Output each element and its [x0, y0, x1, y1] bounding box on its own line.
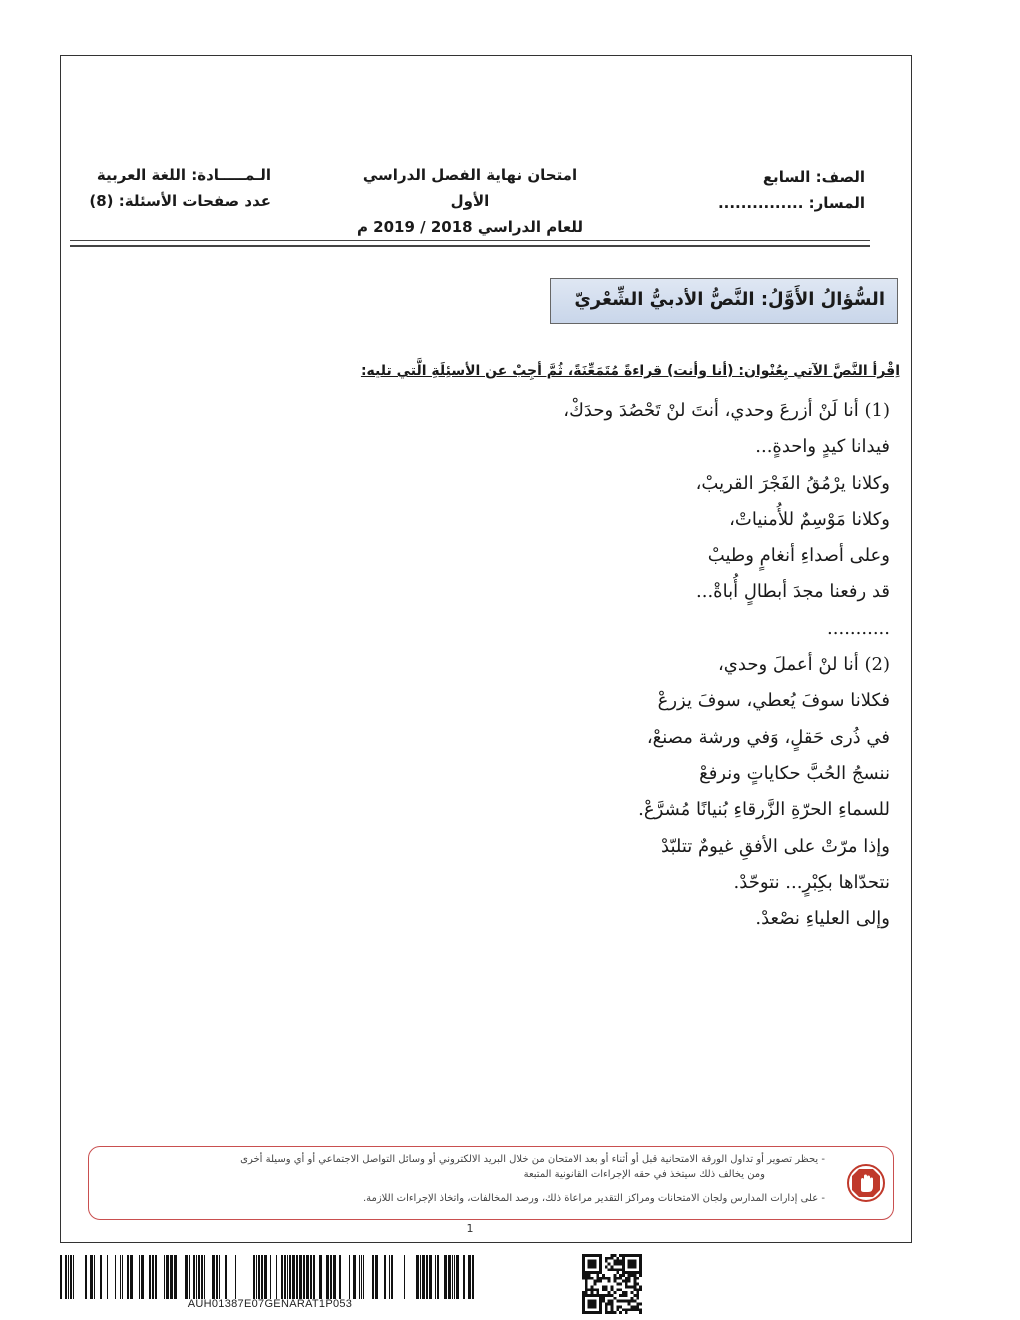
exam-title: امتحان نهاية الفصل الدراسي الأول	[362, 166, 578, 210]
section-title: السُّؤالُ الأَوَّلُ: النَّصُّ الأدبيُّ الشِّعْريّ	[574, 289, 885, 310]
stop-hand-icon	[846, 1163, 886, 1203]
poem-line: وعلى أصداءِ أنغامٍ وطيبْ	[707, 545, 890, 567]
page-number: 1	[466, 1222, 474, 1235]
poem-line: وكلانا يرْمُقُ الفَجْرَ القريبْ،	[695, 472, 890, 494]
subject-label: الـمـــــادة: اللغة العربية	[96, 166, 271, 184]
track-label: المسار: ...............	[717, 194, 865, 212]
poem-line: فيدانا كيدٍ واحدةٍ...	[755, 436, 890, 458]
poem-line: فكلانا سوفَ يُعطي، سوفَ يزرعْ	[657, 690, 890, 712]
poem-line: وإذا مرّتْ على الأفقِ غيومٌ تتلبّدْ	[661, 835, 890, 857]
qr-code-icon	[582, 1254, 642, 1314]
page-count-label: عدد صفحات الأسئلة: (8)	[89, 192, 271, 210]
section-title-box	[550, 278, 898, 324]
notice-text	[125, 1152, 825, 1206]
reading-instruction: اِقْرأ النَّصَّ الآتي بِعُنْوان: (أنا وأنت) قراءةً مُتَمَعِّنَةً، ثُمَّ أجِبْ عن الأسئِلَةِ الَّتي تليه:	[360, 363, 900, 379]
notice-line-1b: ومن يخالف ذلك سيتخذ في حقه الإجراءات القانونية المتبعة	[523, 1169, 765, 1180]
notice-line-2: - على إدارات المدارس ولجان الامتحانات ومراكز التقدير مراعاة ذلك، ورصد المخالفات، واتخاذ الإجراءات اللازمة.	[362, 1193, 825, 1204]
header-grade-block	[718, 164, 865, 216]
barcode-icon	[60, 1255, 480, 1299]
poem-line: في ذُرى حَقلٍ، وَفي ورشة مصنعْ،	[646, 726, 890, 748]
poem-separator: ...........	[827, 617, 890, 639]
notice-line-1: - يحظر تصوير أو تداول الورقة الامتحانية قبل أو أثناء أو بعد الامتحان من خلال البريد الالكتروني أو وسائل التواصل الاجتماعي أو أي وسيلة أخرى	[240, 1154, 825, 1165]
header-divider-thin	[70, 240, 870, 241]
poem-line: وكلانا مَوْسِمٌ للأُمنياتْ،	[729, 508, 890, 530]
header-divider-thick	[70, 245, 870, 247]
barcode-number: AUH01387E07GENARAT1P053	[187, 1298, 353, 1310]
academic-year: للعام الدراسي 2018 / 2019 م	[356, 218, 584, 236]
poem-text	[330, 393, 890, 937]
poem-line: ننسجُ الحُبَّ حكاياتٍ ونرفعْ	[699, 762, 890, 784]
poem-line: قد رفعنا مجدَ أبطالٍ أُباةْ...	[696, 581, 890, 603]
poem-line: (1) أنا لَنْ أزرعَ وحدي، أنتَ لنْ تَحْصُدَ وحدَكْ،	[563, 400, 890, 421]
header-subject-block	[86, 162, 271, 214]
poem-line: نتحدّاها بكِبْرٍ... نتوحّدْ.	[733, 871, 890, 893]
poem-line: (2) أنا لنْ أعملَ وحدي،	[717, 654, 890, 676]
header-exam-block	[350, 162, 590, 240]
poem-line: للسماءِ الحرّةِ الزَّرقاءِ بُنيانًا مُشرَّعْ.	[638, 799, 890, 821]
poem-line: وإلى العلياءِ نصْعدْ.	[755, 908, 890, 930]
grade-label: الصف: السابع	[762, 168, 865, 186]
